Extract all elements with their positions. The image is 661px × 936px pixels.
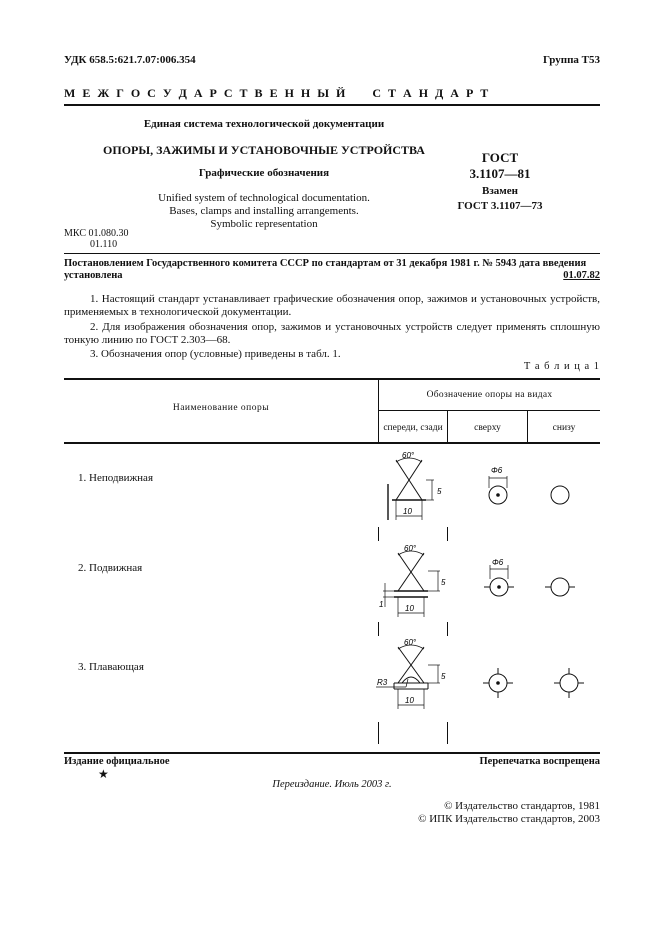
table-subhead-rule [379,410,600,411]
replaces-label: Взамен [482,185,518,197]
diameter-label: Φ6 [492,558,504,567]
paragraph-3: 3. Обозначения опор (условные) приведены в табл. 1. [90,348,341,360]
height-label: 5 [441,672,446,681]
decree-date: 01.07.82 [563,270,600,281]
table-caption: Т а б л и ц а 1 [523,361,600,372]
decree-rule [64,253,600,254]
replaces-standard: ГОСТ 3.1107—73 [457,200,543,212]
decree-text: Постановлением Государственного комитета СССР по стандартам от 31 декабря 1981 г. № 5943 дата введения установлена [64,258,587,281]
english-title-2: Bases, clamps and installing arrangements. [169,205,359,217]
movable-support-front-symbol [379,541,447,621]
header-bottom-view: снизу [552,423,576,433]
row-2-name: 2. Подвижная [78,562,143,574]
official-edition: Издание официальное [64,756,170,767]
diameter-label: Φ6 [491,466,503,475]
group-code: Группа Т53 [542,54,600,66]
copyright-1981: © Издательство стандартов, 1981 [444,800,600,812]
main-title: ОПОРЫ, ЗАЖИМЫ И УСТАНОВОЧНЫЕ УСТРОЙСТВА [103,143,425,157]
star-icon: ★ [98,767,109,781]
width-label: 10 [403,507,412,516]
radius-label: R3 [377,678,388,687]
angle-label: 60° [404,544,417,553]
height-label: 5 [441,578,446,587]
english-title-3: Symbolic representation [210,218,318,230]
header-designation: Обозначение опоры на видах [426,390,553,400]
gost-number: 3.1107—81 [469,166,531,181]
mks-code-2: 01.110 [90,239,118,250]
udk-code: УДК 658.5:621.7.07:006.354 [64,54,196,66]
header-support-name: Наименование опоры [172,403,270,413]
fixed-support-front-symbol [379,448,447,524]
standard-banner: М Е Ж Г О С У Д А Р С Т В Е Н Н Ы Й С Т А Н Д А Р Т [64,86,491,100]
width-label: 10 [405,604,414,613]
header-rule [64,104,600,106]
system-title: Единая система технологической документации [143,118,385,130]
fixed-support-bottom-symbol [528,448,600,524]
header-top-view: сверху [474,423,501,433]
move-label: 1 [379,600,384,609]
movable-support-bottom-symbol [528,541,600,621]
angle-label: 60° [402,451,415,460]
sub-title: Графические обозначения [198,167,330,179]
reissue-note: Переиздание. Июль 2003 г. [272,779,392,790]
copyright-2003: © ИПК Издательство стандартов, 2003 [418,813,600,825]
width-label: 10 [405,696,414,705]
row-1-name: 1. Неподвижная [78,472,154,484]
movable-support-top-symbol [448,541,527,621]
reprint-prohibited: Перепечатка воспрещена [479,756,600,767]
height-label: 5 [437,487,442,496]
english-title-1: Unified system of technological documentation. [158,192,370,204]
row-3-name: 3. Плавающая [78,661,144,673]
paragraph-1: 1. Настоящий стандарт устанавливает графические обозначения опор, зажимов и установочных устройств, применяемых в технологической документации. [64,293,600,318]
header-front-view: спереди, сзади [383,423,443,433]
table-head-rule [64,442,600,444]
footer-rule [64,752,600,754]
floating-support-bottom-symbol [528,635,600,715]
angle-label: 60° [404,638,417,647]
floating-support-top-symbol [448,635,527,715]
gost-label: ГОСТ [481,150,519,165]
table-top-rule [64,378,600,380]
fixed-support-top-symbol [448,448,527,524]
paragraph-2: 2. Для изображения обозначения опор, зажимов и установочных устройств следует применять сплошную тонкую линию по ГОСТ 2.303—68. [64,321,600,346]
floating-support-front-symbol [364,635,447,715]
mks-code-1: МКС 01.080.30 [64,228,129,239]
